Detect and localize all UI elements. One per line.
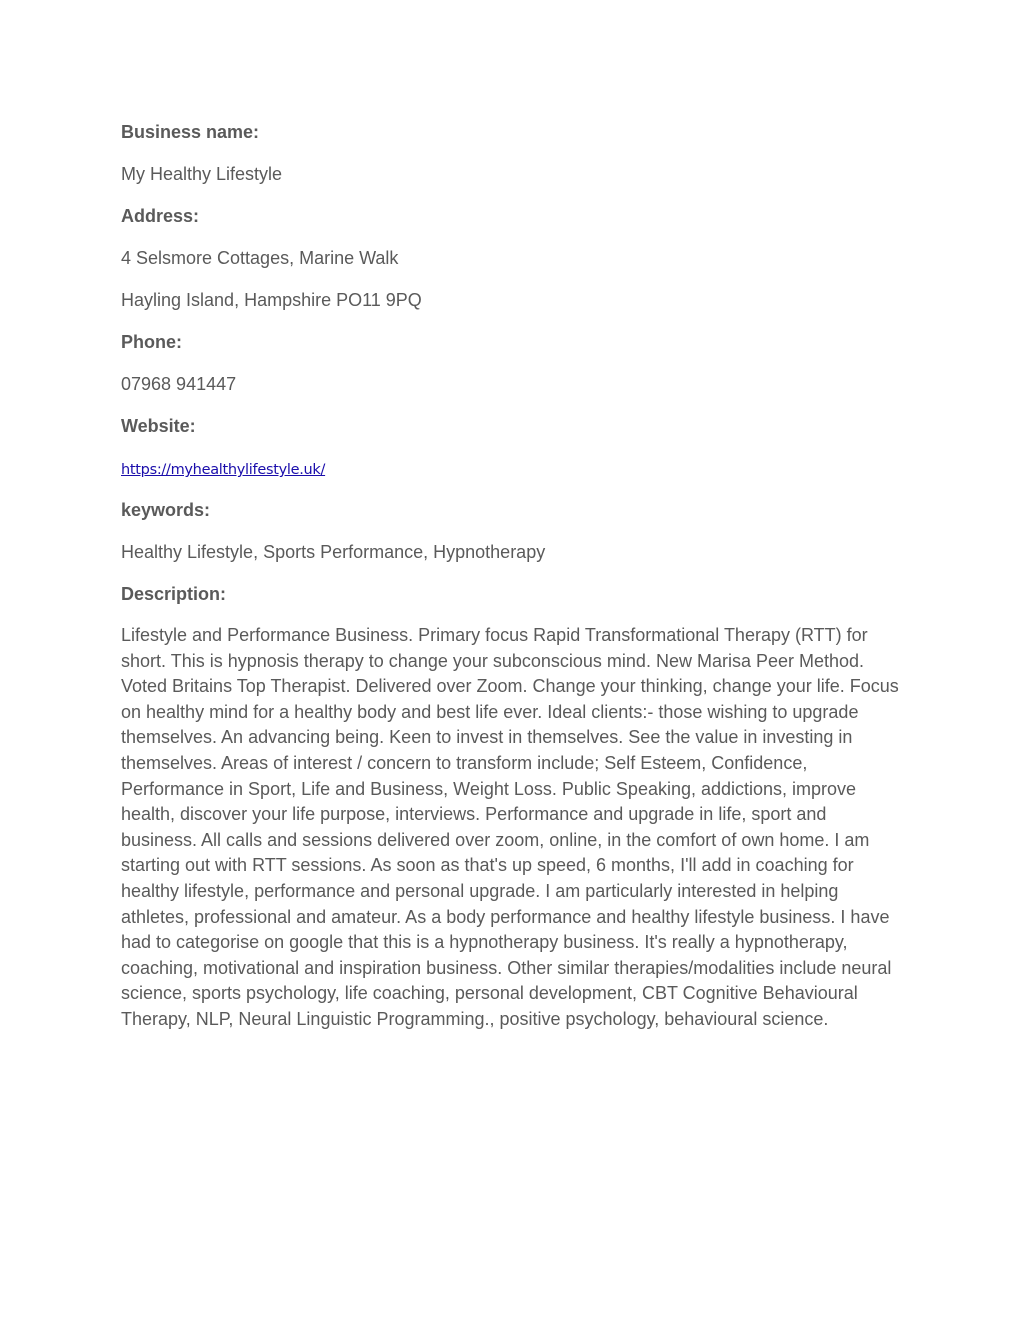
- keywords-value: Healthy Lifestyle, Sports Performance, Hypnotherapy: [121, 542, 546, 562]
- description-label: Description:: [121, 584, 227, 604]
- website-row: [121, 455, 906, 497]
- address-line-1: 4 Selsmore Cottages, Marine Walk: [121, 248, 399, 268]
- phone-value: 07968 941447: [121, 374, 237, 394]
- business-listing-document: [121, 119, 906, 1033]
- business-name-label: Business name:: [121, 122, 260, 142]
- website-link[interactable]: https://myhealthylifestyle.uk/: [121, 462, 326, 478]
- business-name-value: My Healthy Lifestyle: [121, 164, 283, 184]
- address-line-2: Hayling Island, Hampshire PO11 9PQ: [121, 290, 422, 310]
- description-text: Lifestyle and Performance Business. Primary focus Rapid Transformational Therapy (RTT) for short. This is hypnosis therapy to change your subconscious mind. New Marisa Peer Method. Voted Britains Top Therapist. Delivered over Zoom. Change your thinking, change your life. Focus on healthy mind for a healthy body and best life ever. Ideal clients:- those wishing to upgrade themselves. An advancing being. Keen to invest in themselves. See the value in investing in themselves. Areas of interest / concern to transform include; Self Esteem, Confidence, Performance in Sport, Life and Business, Weight Loss. Public Speaking, addictions, improve health, discover your life purpose, interviews. Performance and upgrade in life, sport and business. All calls and sessions delivered over zoom, online, in the comfort of own home. I am starting out with RTT sessions. As soon as that's up speed, 6 months, I'll add in coaching for healthy lifestyle, performance and personal upgrade. I am particularly interested in helping athletes, professional and amateur. As a body performance and healthy lifestyle business. I have had to categorise on google that this is a hypnotherapy business. It's really a hypnotherapy, coaching, motivational and inspiration business. Other similar therapies/modalities include neural science, sports psychology, life coaching, personal development, CBT Cognitive Behavioural Therapy, NLP, Neural Linguistic Programming., positive psychology, behavioural science.: [121, 625, 899, 1029]
- keywords-label: keywords:: [121, 500, 211, 520]
- phone-label: Phone:: [121, 332, 182, 352]
- website-label: Website:: [121, 416, 196, 436]
- address-label: Address:: [121, 206, 200, 226]
